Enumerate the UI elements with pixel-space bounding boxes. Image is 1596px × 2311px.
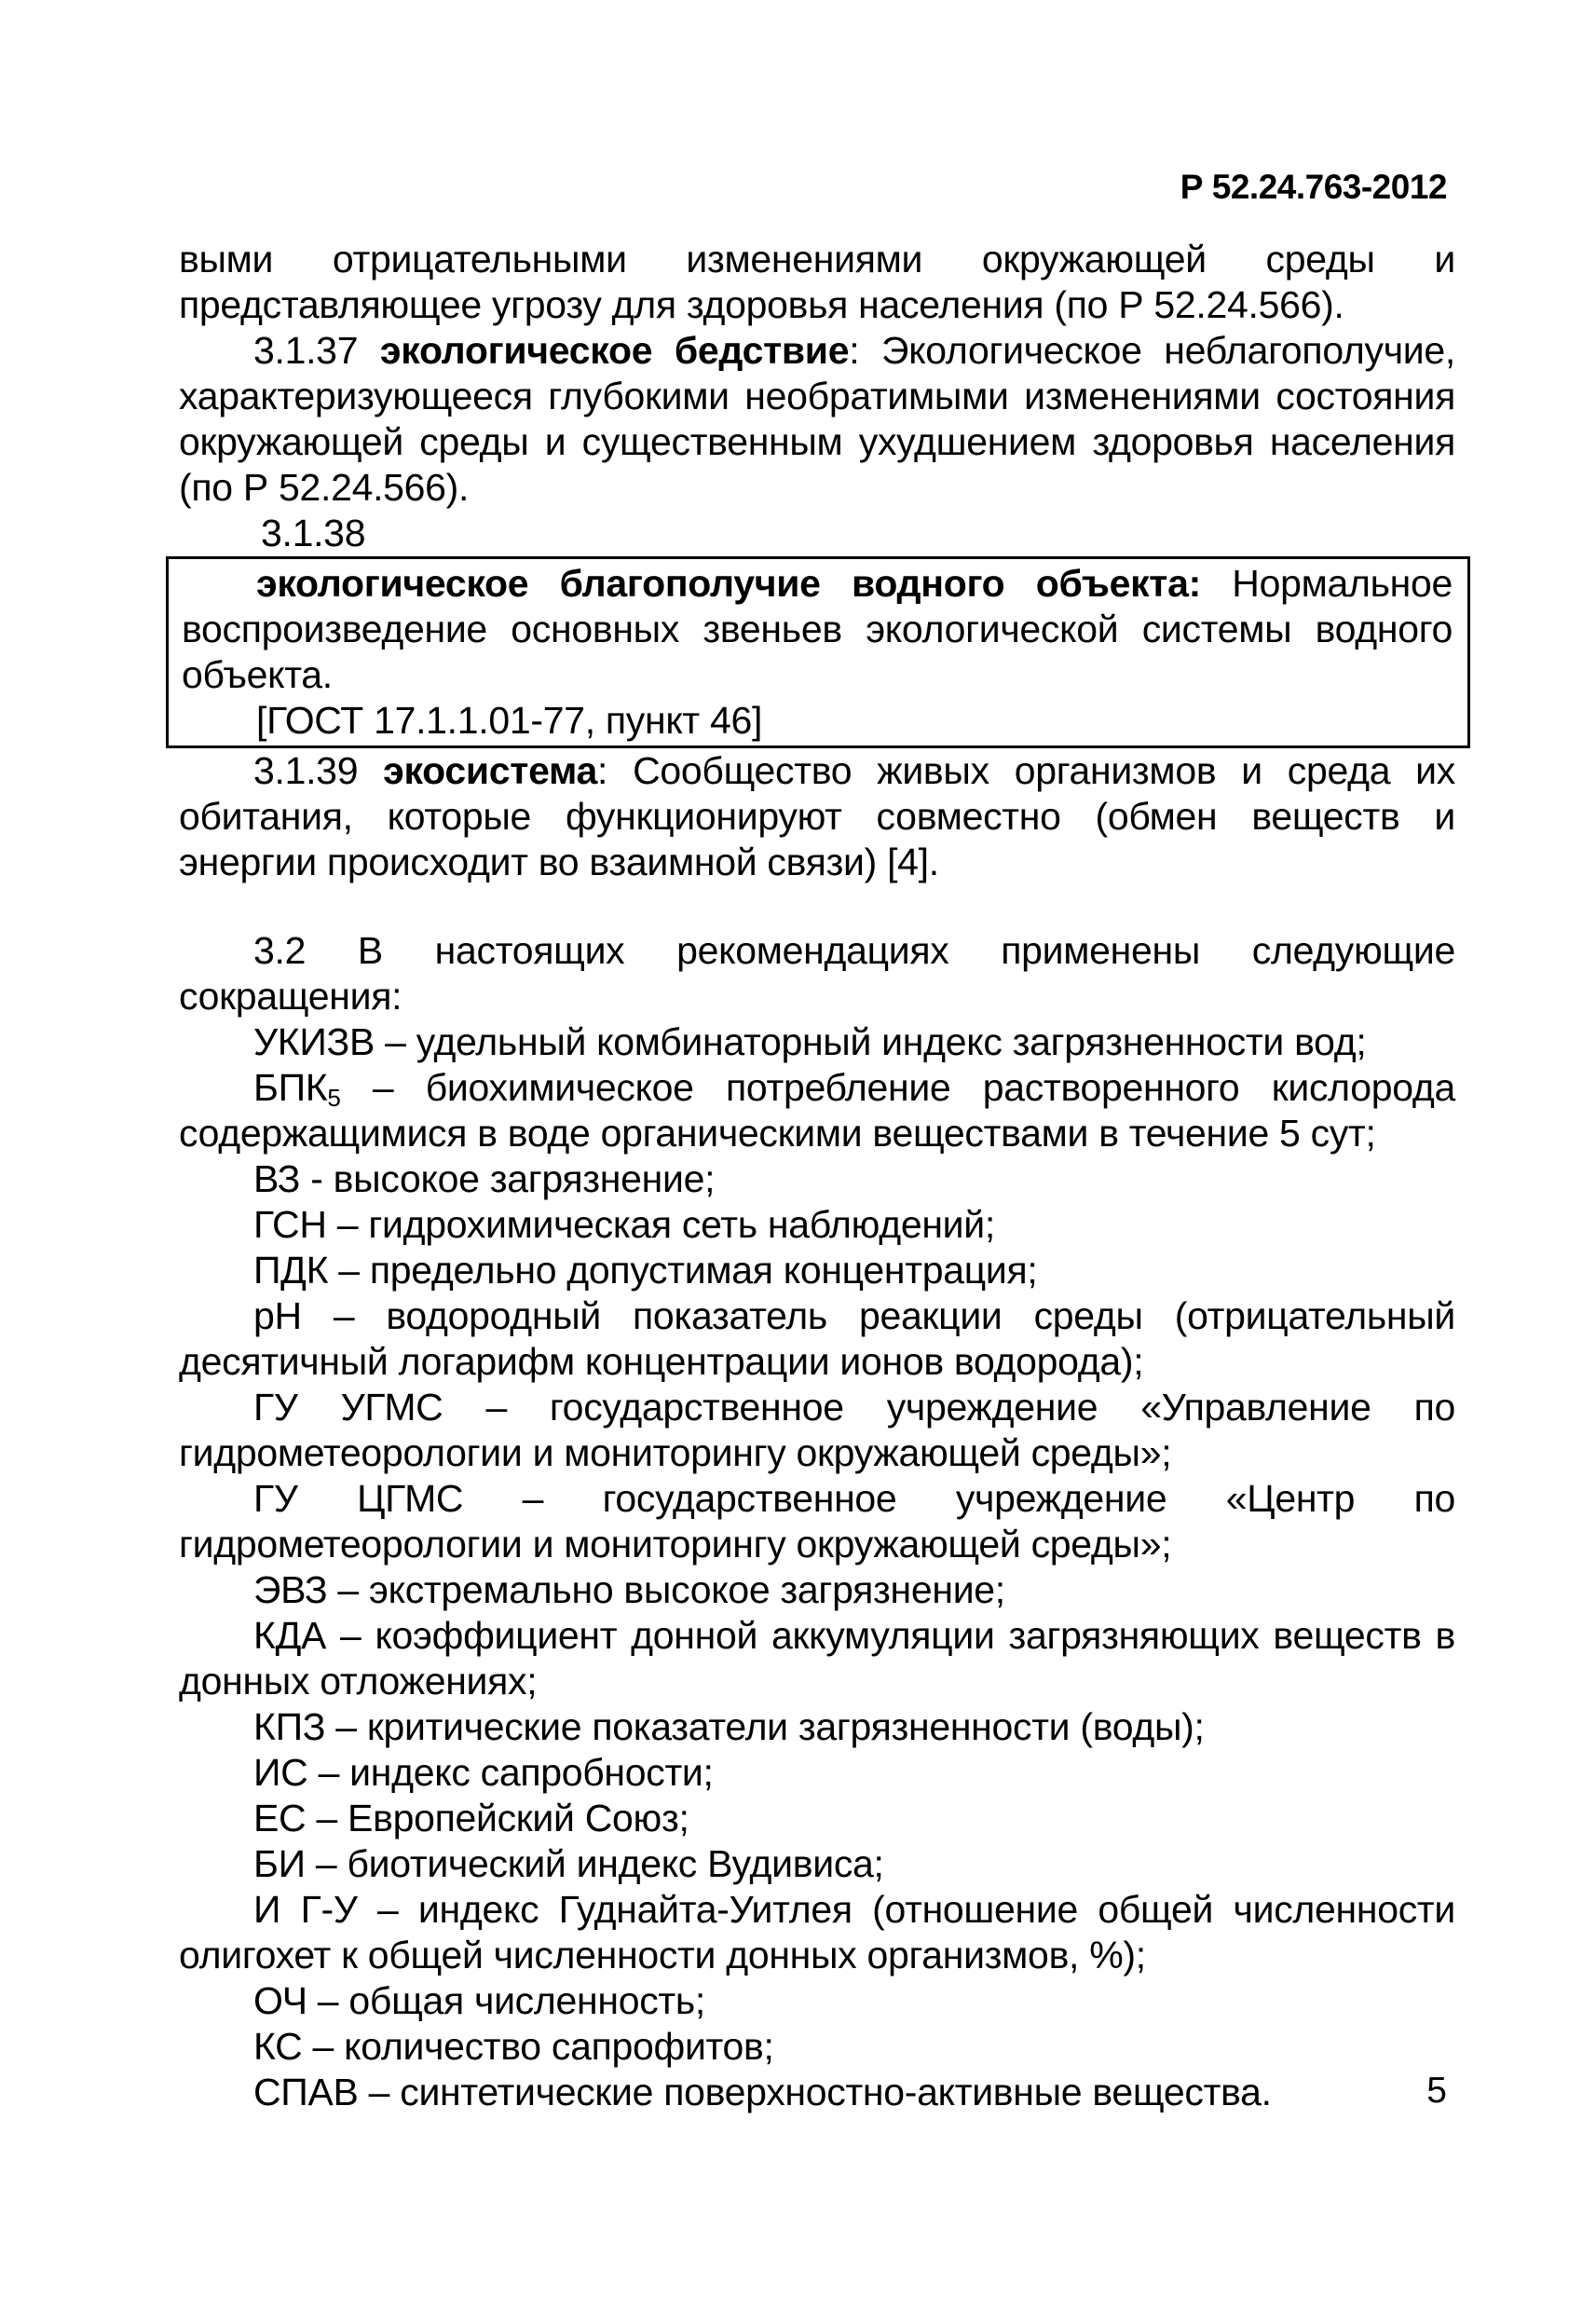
page-number: 5 [1426,2071,1447,2111]
abbreviation-item: УКИЗВ – удельный комбинаторный индекс загрязненности вод; [253,1020,1367,1063]
definition-number: 3.1.39 [253,749,359,792]
definition-3-1-37 [179,328,1455,511]
abbreviation-item: КДА – коэффициент донной аккумуляции загрязняющих веществ в донных отложениях; [179,1614,1455,1702]
abbreviation-item: КПЗ – критические показатели загрязненности (воды); [253,1705,1205,1748]
definition-text: Нормальное воспроизведение основных звеньев экологической системы водного объекта. [182,562,1453,696]
definition-text: : Сообщество живых организмов и среда их обитания, которые функционируют совместно (обмен веществ и энергии происходит во взаимной связи) [4]. [179,749,1455,883]
abbreviation-item: ГУ УГМС – государственное учреждение «Управление по гидрометеорологии и мониторингу окружающей среды»; [179,1386,1455,1474]
abbreviation-item: ОЧ – общая численность; [253,1979,706,2022]
definition-term: экосистема [383,749,598,792]
abbreviation-item: ИС – индекс сапробности; [253,1751,714,1794]
definition-term: экологическое благополучие водного объекта: [256,562,1201,605]
abbreviation-item: КС – количество сапрофитов; [253,2025,774,2068]
definition-3-1-39 [179,748,1455,885]
abbreviation-item: ГУ ЦГМС – государственное учреждение «Центр по гидрометеорологии и мониторингу окружающей среды»; [179,1477,1455,1566]
definition-text: : Экологическое неблагополучие, характеризующееся глубокими необратимыми изменениями состояния окружающей среды и существенным ухудшением здоровья населения (по Р 52.24.566). [179,329,1456,509]
continuation-paragraph: выми отрицательными изменениями окружающей среды и представляющее угрозу для здоровья населения (по Р 52.24.566). [179,238,1455,326]
abbreviation-item: БИ – биотический индекс Вудивиса; [253,1842,884,1885]
document-code: Р 52.24.763-2012 [1180,168,1447,206]
document-body [179,237,1455,2115]
abbreviation-item-bpk: $БПК_5$ – биохимическое потребление растворенного кислорода содержащимися в воде органическими веществами в течение 5 сут; [179,1066,1455,1155]
spacer [179,885,1455,928]
definition-3-1-38-number: 3.1.38 [261,512,366,554]
abbreviation-item: pH – водородный показатель реакции среды (отрицательный десятичный логарифм концентрации ионов водорода); [179,1294,1455,1383]
definition-3-1-38 [182,561,1453,698]
abbreviation-item: ЕС – Европейский Союз; [253,1797,689,1839]
abbreviation-item: ВЗ - высокое загрязнение; [253,1157,716,1200]
abbreviation-item: И Г-У – индекс Гуднайта-Уитлея (отношение общей численности олигохет к общей численности донных организмов, %); [179,1888,1455,1976]
abbreviation-item: ГСН – гидрохимическая сеть наблюдений; [253,1203,995,1246]
definition-source: [ГОСТ 17.1.1.01-77, пункт 46] [256,699,763,742]
abbreviations-intro: 3.2 В настоящих рекомендациях применены следующие сокращения: [179,929,1455,1018]
abbreviation-item: СПАВ – синтетические поверхностно-активные вещества. [253,2071,1272,2113]
definition-term: экологическое бедствие [379,329,850,372]
abbreviation-item: ЭВЗ – экстремально высокое загрязнение; [253,1568,1005,1611]
abbreviation-item: ПДК – предельно допустимая концентрация; [253,1249,1038,1292]
definition-number: 3.1.37 [253,329,359,372]
definition-3-1-38-frame [166,556,1470,748]
